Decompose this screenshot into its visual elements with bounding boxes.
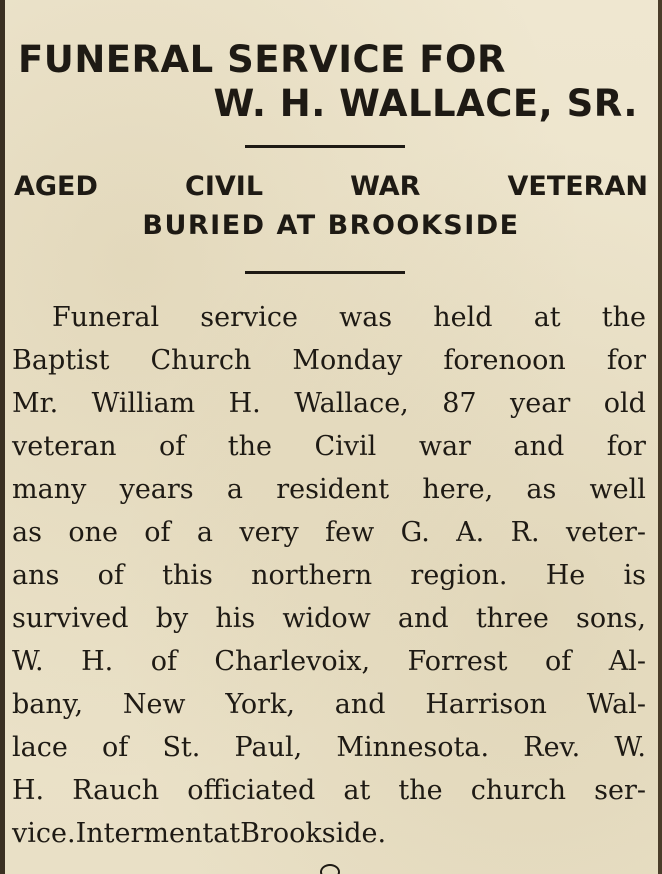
body-line [12, 812, 646, 855]
body-word: Baptist [12, 345, 110, 376]
body-word: service [200, 302, 298, 333]
body-word: a [196, 517, 214, 548]
body-word: by [155, 603, 189, 634]
body-word: Rev. [523, 732, 581, 763]
body-line [12, 296, 646, 339]
body-word: Rauch [72, 775, 160, 806]
body-word: the [227, 431, 272, 462]
body-word: here, [422, 474, 494, 505]
divider-rule-bottom [245, 271, 405, 274]
body-word: of [102, 732, 129, 763]
body-word: Monday [292, 345, 403, 376]
body-word: H. [228, 388, 261, 419]
body-word: at [533, 302, 561, 333]
body-word: and [513, 431, 565, 462]
clipping-edge-right [658, 0, 662, 874]
body-word: year [510, 388, 571, 419]
body-word: officiated [187, 775, 316, 806]
body-word: survived [12, 603, 129, 634]
body-word: New [122, 689, 186, 720]
body-word: at [343, 775, 371, 806]
body-word: Minnesota. [336, 732, 490, 763]
body-word: and [397, 603, 449, 634]
body-word: Al- [608, 646, 646, 677]
body-word: the [601, 302, 646, 333]
body-word: Harrison [425, 689, 547, 720]
body-word: H. [81, 646, 114, 677]
body-word: the [398, 775, 443, 806]
subheadline-line-2: BURIED AT BROOKSIDE [142, 210, 520, 241]
body-line [12, 468, 646, 511]
body-word: Church [150, 345, 252, 376]
body-word: many [12, 474, 87, 505]
body-word: Charlevoix, [214, 646, 371, 677]
body-word: Interment [75, 818, 214, 849]
body-word: for [606, 431, 646, 462]
body-word: Funeral [52, 302, 160, 333]
body-word: lace [12, 732, 68, 763]
body-word: is [623, 560, 646, 591]
body-line [12, 683, 646, 726]
subheadline-word: WAR [350, 171, 421, 202]
subheadline-word: AGED [14, 171, 98, 202]
body-word: veteran [12, 431, 117, 462]
body-word: for [606, 345, 646, 376]
body-word: bany, [12, 689, 84, 720]
body-word: ser- [594, 775, 646, 806]
body-word: old [603, 388, 646, 419]
body-word: of [150, 646, 177, 677]
body-word: war [418, 431, 471, 462]
body-word: resident [276, 474, 390, 505]
body-word: of [158, 431, 186, 462]
body-line [12, 726, 646, 769]
body-word: one [68, 517, 118, 548]
body-word: ans [12, 560, 60, 591]
body-word: as [526, 474, 557, 505]
body-word: G. [400, 517, 430, 548]
body-word: of [97, 560, 124, 591]
body-word: Civil [314, 431, 377, 462]
body-line [12, 339, 646, 382]
body-word: Wallace, [294, 388, 409, 419]
body-word: R. [510, 517, 540, 548]
body-word: well [589, 474, 646, 505]
body-word: Paul, [234, 732, 303, 763]
body-word: region. [410, 560, 508, 591]
body-line [12, 382, 646, 425]
body-word: of [144, 517, 171, 548]
divider-rule-top [245, 145, 405, 148]
body-word: this [162, 560, 213, 591]
body-word: of [545, 646, 572, 677]
body-word: sons, [576, 603, 646, 634]
body-word: 87 [442, 388, 477, 419]
body-word: widow [282, 603, 371, 634]
body-word: Mr. [12, 388, 59, 419]
body-word: years [119, 474, 194, 505]
body-word: Brookside. [240, 818, 387, 849]
body-word: three [475, 603, 549, 634]
ornament-mark [320, 864, 340, 874]
body-line [12, 425, 646, 468]
body-word: as [12, 517, 42, 548]
headline-line-2: W. H. WALLACE, SR. [213, 82, 638, 125]
body-word: his [215, 603, 256, 634]
body-word: a [226, 474, 243, 505]
body-word: few [325, 517, 375, 548]
body-word: held [433, 302, 493, 333]
body-word: W. [12, 646, 44, 677]
body-word: St. [162, 732, 201, 763]
body-line [12, 640, 646, 683]
body-word: was [339, 302, 393, 333]
body-word: He [545, 560, 586, 591]
clipping-edge-left [0, 0, 5, 874]
body-word: York, [225, 689, 295, 720]
body-word: at [213, 818, 241, 849]
body-word: church [470, 775, 567, 806]
body-line [12, 511, 646, 554]
body-word: A. [456, 517, 485, 548]
body-word: vice. [12, 818, 76, 849]
body-word: and [334, 689, 386, 720]
body-word: veter- [565, 517, 646, 548]
subheadline-word: VETERAN [507, 171, 648, 202]
body-line [12, 597, 646, 640]
article-body [12, 296, 646, 855]
body-word: Wal- [586, 689, 646, 720]
subheadline-line-1 [14, 171, 648, 202]
body-line [12, 554, 646, 597]
body-word: H. [12, 775, 45, 806]
body-word: W. [614, 732, 646, 763]
headline-line-1: FUNERAL SERVICE FOR [18, 38, 506, 81]
subheadline-word: CIVIL [185, 171, 264, 202]
body-line [12, 769, 646, 812]
body-word: William [91, 388, 196, 419]
body-word: forenoon [443, 345, 566, 376]
body-word: Forrest [407, 646, 508, 677]
body-word: very [239, 517, 299, 548]
body-word: northern [251, 560, 373, 591]
